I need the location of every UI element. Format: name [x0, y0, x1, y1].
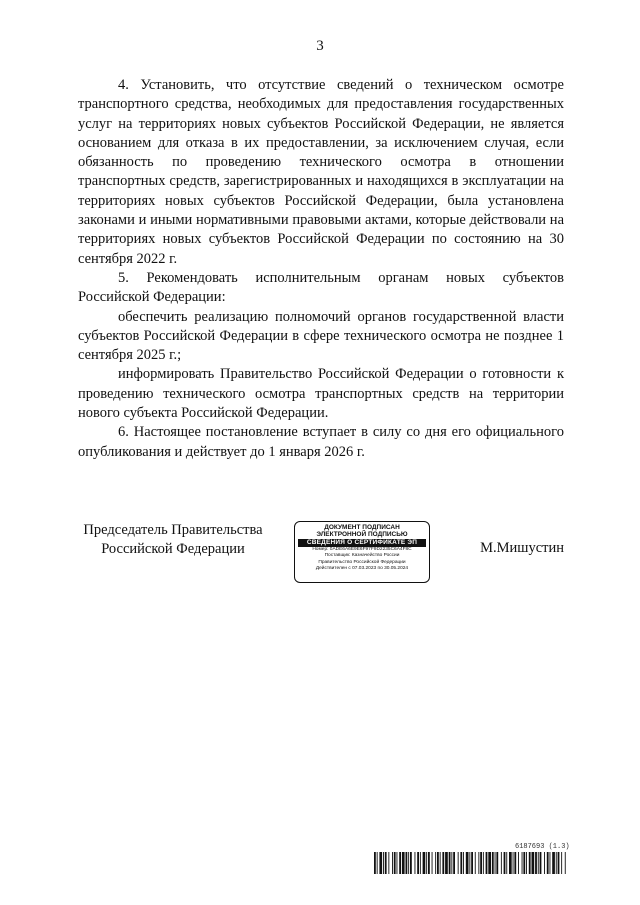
- stamp-certificate-band: СВЕДЕНИЯ О СЕРТИФИКАТЕ ЭП: [298, 539, 426, 547]
- signer-title-line-2: Российской Федерации: [101, 541, 245, 558]
- barcode-icon: [374, 852, 567, 874]
- stamp-issuer: Поставщик: Казначейство России: [324, 553, 400, 559]
- paragraph-item-5: 5. Рекомендовать исполнительным органам новых субъектов Российской Федерации:: [78, 269, 564, 306]
- electronic-signature-stamp: [294, 521, 430, 583]
- paragraph-subitem-1: обеспечить реализацию полномочий органов государственной власти субъектов Российской Федерации в сфере технического осмотра не позднее 1 сентября 2025 г.;: [78, 308, 564, 364]
- document-body: [78, 76, 564, 462]
- page-number: 3: [316, 38, 324, 54]
- document-code: 6187693 (1.3): [515, 843, 570, 851]
- stamp-heading-line-1: ДОКУМЕНТ ПОДПИСАН: [324, 524, 400, 531]
- stamp-heading: [295, 524, 429, 538]
- stamp-heading-line-2: ЭЛЕКТРОННОЙ ПОДПИСЬЮ: [316, 531, 408, 538]
- signer-title: [78, 521, 268, 560]
- paragraph-item-4: 4. Установить, что отсутствие сведений о техническом осмотре транспортного средства, необходимых для предоставления государственных услуг на территориях новых субъектов Российской Федерации, не является основанием для отказа в их предоставлении, за исключением случая, если обязанность по проведению технического осмотра в отношении транспортных средств, зарегистрированных и находящихся в эксплуатации на территориях новых субъектов Российской Федерации, была установлена законами и иными нормативными правовыми актами, которые действовали на территориях новых субъектов Российской Федерации по состоянию на 30 сентября 2022 г.: [78, 77, 564, 267]
- paragraph-item-6: 6. Настоящее постановление вступает в силу со дня его официального опубликования и действует до 1 января 2026 г.: [78, 424, 564, 460]
- stamp-owner: Правительство Российской Федерации: [318, 559, 406, 565]
- signature-block: [78, 521, 564, 587]
- stamp-serial: Номер: 0ADE6A6E9E6F97F9D2235C6A4F8C: [312, 547, 412, 552]
- paragraph-subitem-2: информировать Правительство Российской Федерации о готовности к проведению технического осмотра транспортных средств на территории нового субъекта Российской Федерации.: [78, 366, 564, 422]
- signer-title-line-1: Председатель Правительства: [83, 522, 263, 538]
- signer-name: М.Мишустин: [480, 540, 564, 556]
- stamp-validity: Действителен с 07.03.2023 по 30.05.2024: [315, 565, 409, 571]
